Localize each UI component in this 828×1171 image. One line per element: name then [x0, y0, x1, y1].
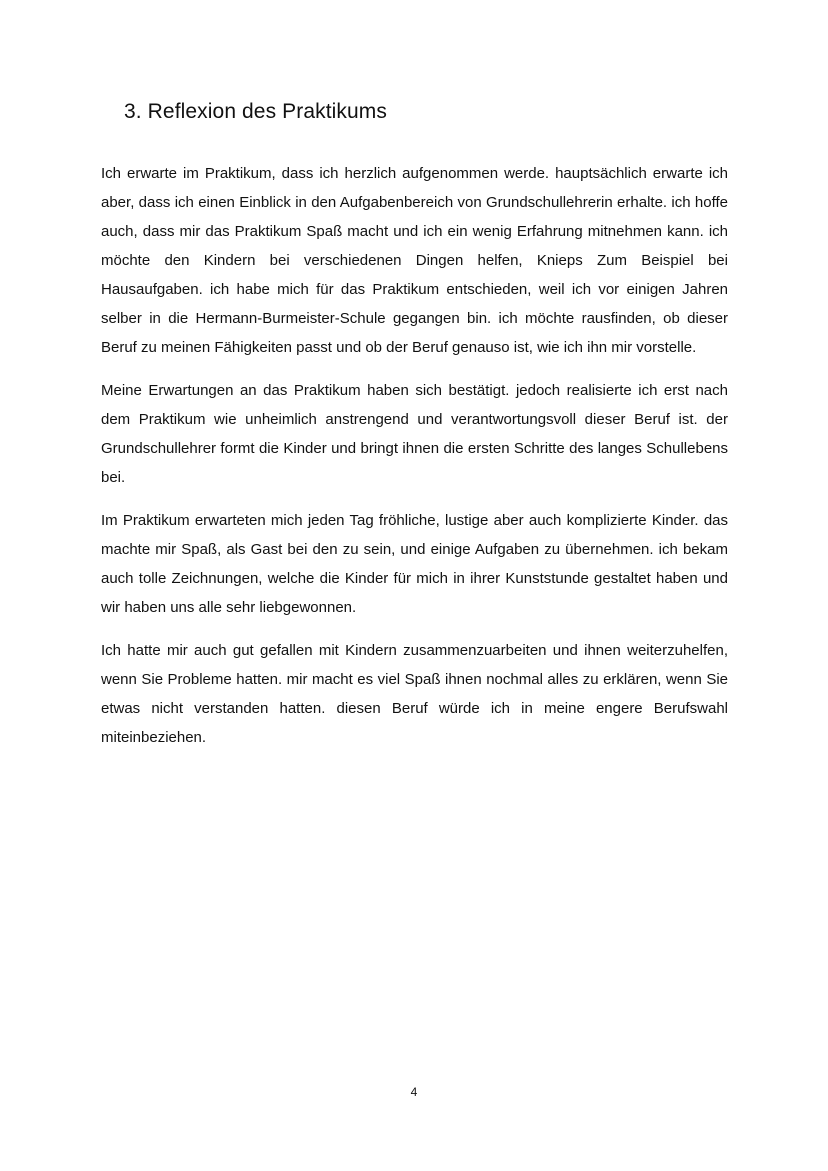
page-number: 4 [410, 1085, 418, 1099]
paragraph-confirmation: Meine Erwartungen an das Praktikum haben sich bestätigt. jedoch realisierte ich erst nach dem Praktikum wie unheimlich anstrengend und verantwortungsvoll dieser Beruf ist. der Grundschullehrer formt die Kinder und bringt ihnen die ersten Schritte des langes Schullebens bei. [101, 382, 728, 486]
paragraph-expectations: Ich erwarte im Praktikum, dass ich herzlich aufgenommen werde. hauptsächlich erwarte ich aber, dass ich einen Einblick in den Aufgabenbereich von Grundschullehrerin erhalte. ich hoffe auch, dass mir das Praktikum Spaß macht und ich ein wenig Erfahrung mitnehmen kann. ich möchte den Kindern bei verschiedenen Dingen helfen, Knieps Zum Beispiel bei Hausaufgaben. ich habe mich für das Praktikum entschieden, weil ich vor einigen Jahren selber in die Hermann-Burmeister-Schule gegangen bin. ich möchte rausfinden, ob dieser Beruf zu meinen Fähigkeiten passt und ob der Beruf genauso ist, wie ich ihn mir vorstelle. [101, 165, 728, 356]
paragraph-experiences: Im Praktikum erwarteten mich jeden Tag fröhliche, lustige aber auch komplizierte Kinder. das machte mir Spaß, als Gast bei den zu sein, und einige Aufgaben zu übernehmen. ich bekam auch tolle Zeichnungen, welche die Kinder für mich in ihrer Kunststunde gestaltet haben und wir haben uns alle sehr liebgewonnen. [101, 512, 728, 616]
paragraph-conclusion: Ich hatte mir auch gut gefallen mit Kindern zusammenzuarbeiten und ihnen weiterzuhelfen, wenn Sie Probleme hatten. mir macht es viel Spaß ihnen nochmal alles zu erklären, wenn Sie etwas nicht verstanden hatten. diesen Beruf würde ich in meine engere Berufswahl miteinbeziehen. [101, 642, 728, 746]
body-text [101, 159, 728, 766]
section-heading: 3. Reflexion des Praktikums [124, 100, 387, 123]
